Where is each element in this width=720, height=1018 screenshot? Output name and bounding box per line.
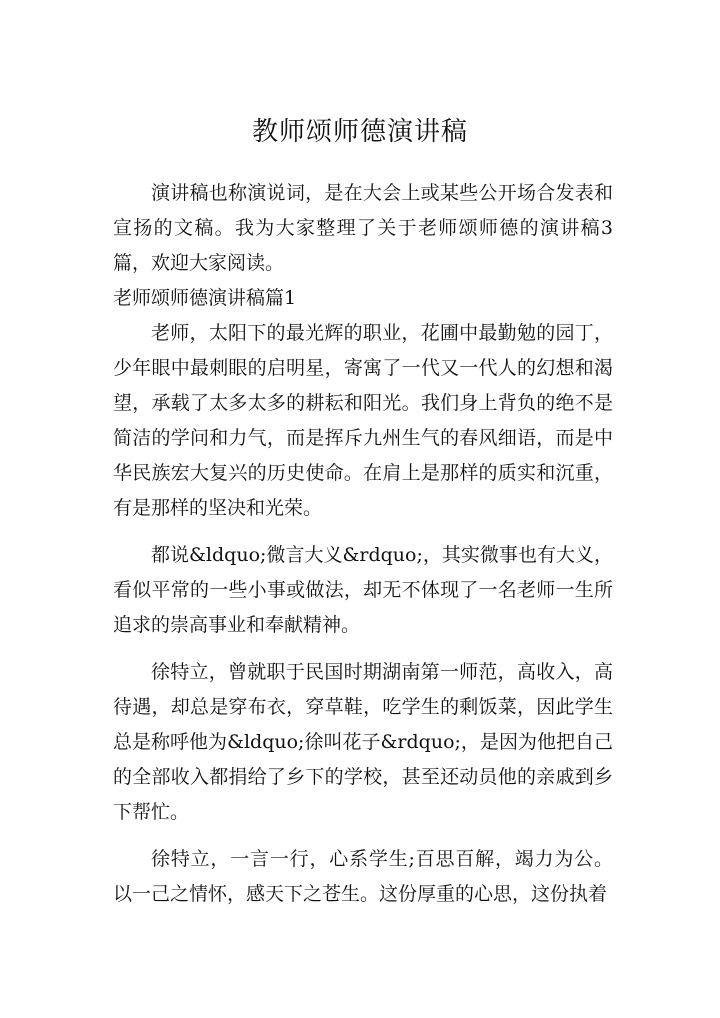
document-title: 教师颂师德演讲稿 — [251, 117, 468, 147]
body-paragraph: 徐特立，一言一行，心系学生;百思百解，竭力为公。以一己之情怀，感天下之苍生。这份厚重的心思，这份执着 — [113, 848, 613, 905]
document-body — [113, 176, 613, 912]
body-paragraph: 徐特立，曾就职于民国时期湖南第一师范，高收入，高待遇，却总是穿布衣，穿草鞋，吃学生的剩饭菜，因此学生总是称呼他为&ldquo;徐叫花子&rdquo;，是因为他把自己的全部收入都捐给了乡下的学校，甚至还动员他的亲戚到乡下帮忙。 — [113, 661, 613, 823]
body-paragraph: 都说&ldquo;微言大义&rdquo;，其实微事也有大义，看似平常的一些小事或做法，却无不体现了一名老师一生所追求的崇高事业和奉献精神。 — [113, 544, 613, 636]
intro-paragraph: 演讲稿也称演说词，是在大会上或某些公开场合发表和宣扬的文稿。我为大家整理了关于老师颂师德的演讲稿3篇，欢迎大家阅读。 — [113, 182, 613, 274]
section-heading: 老师颂师德演讲稿篇1 — [113, 287, 297, 309]
body-paragraph: 老师，太阳下的最光辉的职业，花圃中最勤勉的园丁，少年眼中最刺眼的启明星，寄寓了一代又一代人的幻想和渴望，承载了太多太多的耕耘和阳光。我们身上背负的绝不是简洁的学问和力气，而是挥斥九州生气的春风细语，而是中华民族宏大复兴的历史使命。在肩上是那样的质实和沉重，有是那样的坚决和光荣。 — [113, 322, 613, 519]
